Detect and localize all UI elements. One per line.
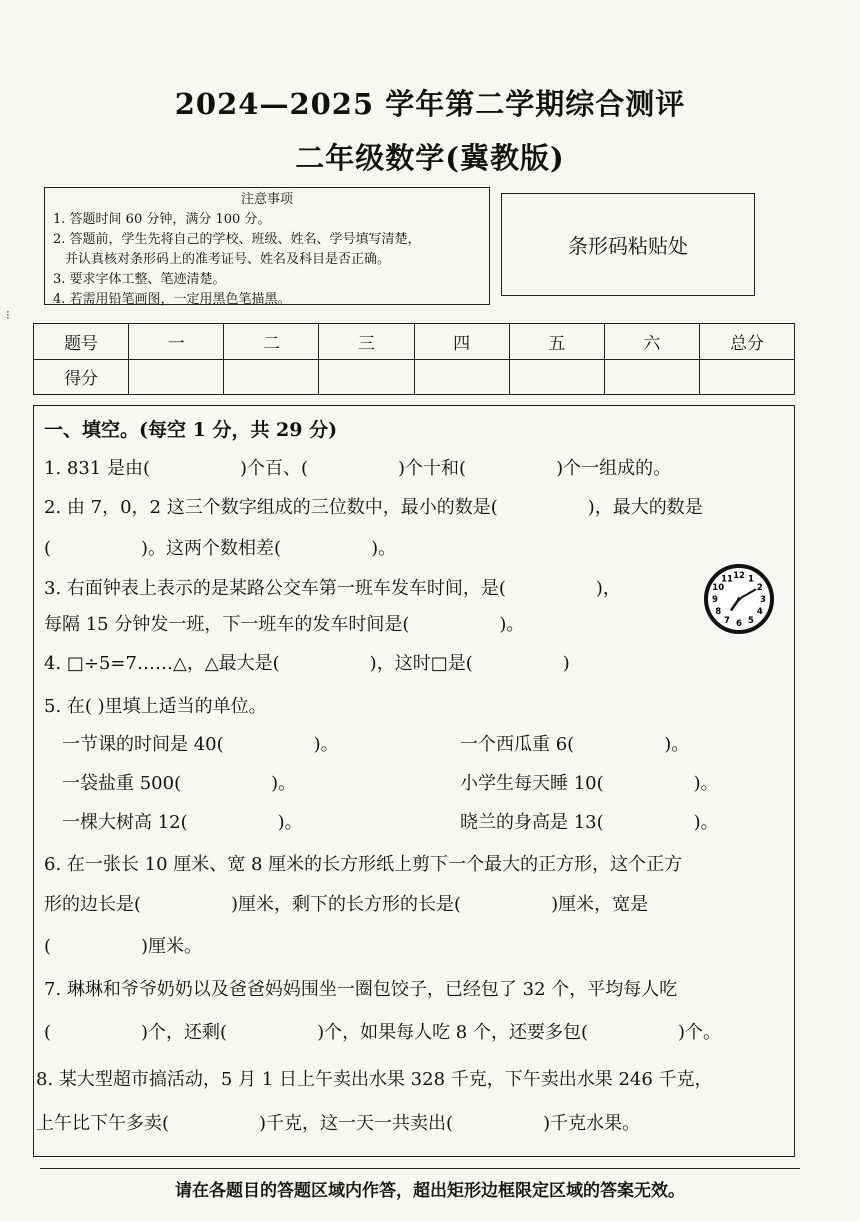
question-2-line-2: ( )。这两个数相差( )。 — [44, 538, 397, 559]
question-3-line-1: 3. 右面钟表上表示的是某路公交车第一班车发车时间，是( )， — [44, 578, 621, 599]
clock-number: 8 — [715, 607, 722, 618]
score-table — [33, 323, 795, 395]
question-8-line-1: 8. 某大型超市搞活动，5 月 1 日上午卖出水果 328 千克，下午卖出水果 246 千克， — [36, 1069, 713, 1090]
question-5-item: 一节课的时间是 40( )。 — [62, 734, 339, 755]
score-header-cell: 一 — [129, 324, 224, 360]
question-7-line-2: ( )个，还剩( )个，如果每人吃 8 个，还要多包( )个。 — [44, 1022, 722, 1043]
notice-title: 注意事项 — [240, 192, 293, 207]
clock-number: 7 — [724, 615, 730, 626]
clock-number: 11 — [721, 574, 733, 585]
footer-divider — [40, 1168, 800, 1169]
clock-number: 1 — [748, 574, 754, 585]
clock-number: 5 — [748, 615, 754, 626]
clock-number: 6 — [736, 619, 742, 630]
score-header-cell: 五 — [509, 324, 604, 360]
question-5-item: 一个西瓜重 6( )。 — [460, 734, 690, 755]
score-cell[interactable] — [129, 359, 224, 395]
score-header-cell: 总分 — [699, 324, 794, 360]
margin-mark: ⁝ — [6, 308, 10, 322]
score-cell[interactable] — [509, 359, 604, 395]
clock-number: 10 — [712, 583, 725, 594]
question-5-item: 一棵大树高 12( )。 — [62, 812, 303, 833]
question-1: 1. 831 是由( )个百、( )个十和( )个一组成的。 — [44, 458, 672, 479]
score-cell[interactable] — [319, 359, 414, 395]
question-5: 5. 在( )里填上适当的单位。 — [44, 696, 267, 717]
section-heading: 一、填空。(每空 1 分，共 29 分) — [44, 419, 338, 441]
score-row — [34, 359, 795, 395]
score-cell[interactable] — [224, 359, 319, 395]
clock-number: 3 — [760, 595, 766, 606]
barcode-area — [501, 193, 755, 296]
question-8-line-2: 上午比下午多卖( )千克，这一天一共卖出( )千克水果。 — [36, 1113, 641, 1134]
question-7-line-1: 7. 琳琳和爷爷奶奶以及爸爸妈妈围坐一圈包饺子，已经包了 32 个，平均每人吃 — [44, 979, 678, 1000]
score-cell[interactable] — [414, 359, 509, 395]
score-header-cell: 二 — [224, 324, 319, 360]
clock-icon — [703, 563, 775, 635]
footer-note: 请在各题目的答题区域内作答，超出矩形边框限定区域的答案无效。 — [175, 1181, 685, 1201]
clock-number: 12 — [733, 571, 745, 582]
clock-number: 9 — [712, 595, 718, 606]
notice-item: 4. 若需用铅笔画图，一定用黑色笔描黑。 — [53, 292, 291, 307]
score-header-row — [34, 324, 795, 360]
score-cell[interactable] — [604, 359, 699, 395]
barcode-label: 条形码粘贴处 — [568, 234, 688, 258]
notice-item: 2. 答题前，学生先将自己的学校、班级、姓名、学号填写清楚， — [53, 232, 421, 247]
question-6-line-1: 6. 在一张长 10 厘米、宽 8 厘米的长方形纸上剪下一个最大的正方形，这个正方 — [44, 854, 683, 875]
score-row-label: 得分 — [34, 359, 129, 395]
score-header-cell: 题号 — [34, 324, 129, 360]
question-5-item: 小学生每天睡 10( )。 — [460, 773, 719, 794]
question-5-item: 一袋盐重 500( )。 — [62, 773, 297, 794]
question-2-line-1: 2. 由 7，0，2 这三个数字组成的三位数中，最小的数是( )，最大的数是 — [44, 497, 703, 518]
score-header-cell: 六 — [604, 324, 699, 360]
question-5-item: 晓兰的身高是 13( )。 — [460, 812, 719, 833]
notice-item: 并认真核对条形码上的准考证号、姓名及科目是否正确。 — [65, 252, 391, 267]
score-cell[interactable] — [699, 359, 794, 395]
question-4: 4. □÷5=7……△，△最大是( )，这时□是( ) — [44, 653, 570, 674]
clock-center — [737, 597, 741, 601]
exam-title: 2024—2025 学年第二学期综合测评 — [174, 87, 686, 121]
notice-item: 3. 要求字体工整、笔迹清楚。 — [53, 272, 226, 287]
score-header-cell: 四 — [414, 324, 509, 360]
question-3-line-2: 每隔 15 分钟发一班，下一班车的发车时间是( )。 — [44, 614, 525, 635]
question-6-line-3: ( )厘米。 — [44, 936, 203, 957]
question-6-line-2: 形的边长是( )厘米，剩下的长方形的长是( )厘米，宽是 — [44, 894, 649, 915]
notice-box — [44, 187, 490, 305]
notice-item: 1. 答题时间 60 分钟，满分 100 分。 — [53, 212, 271, 227]
score-header-cell: 三 — [319, 324, 414, 360]
exam-subtitle: 二年级数学(冀教版) — [295, 141, 565, 175]
clock-number: 2 — [756, 583, 763, 594]
clock-number: 4 — [756, 607, 763, 618]
